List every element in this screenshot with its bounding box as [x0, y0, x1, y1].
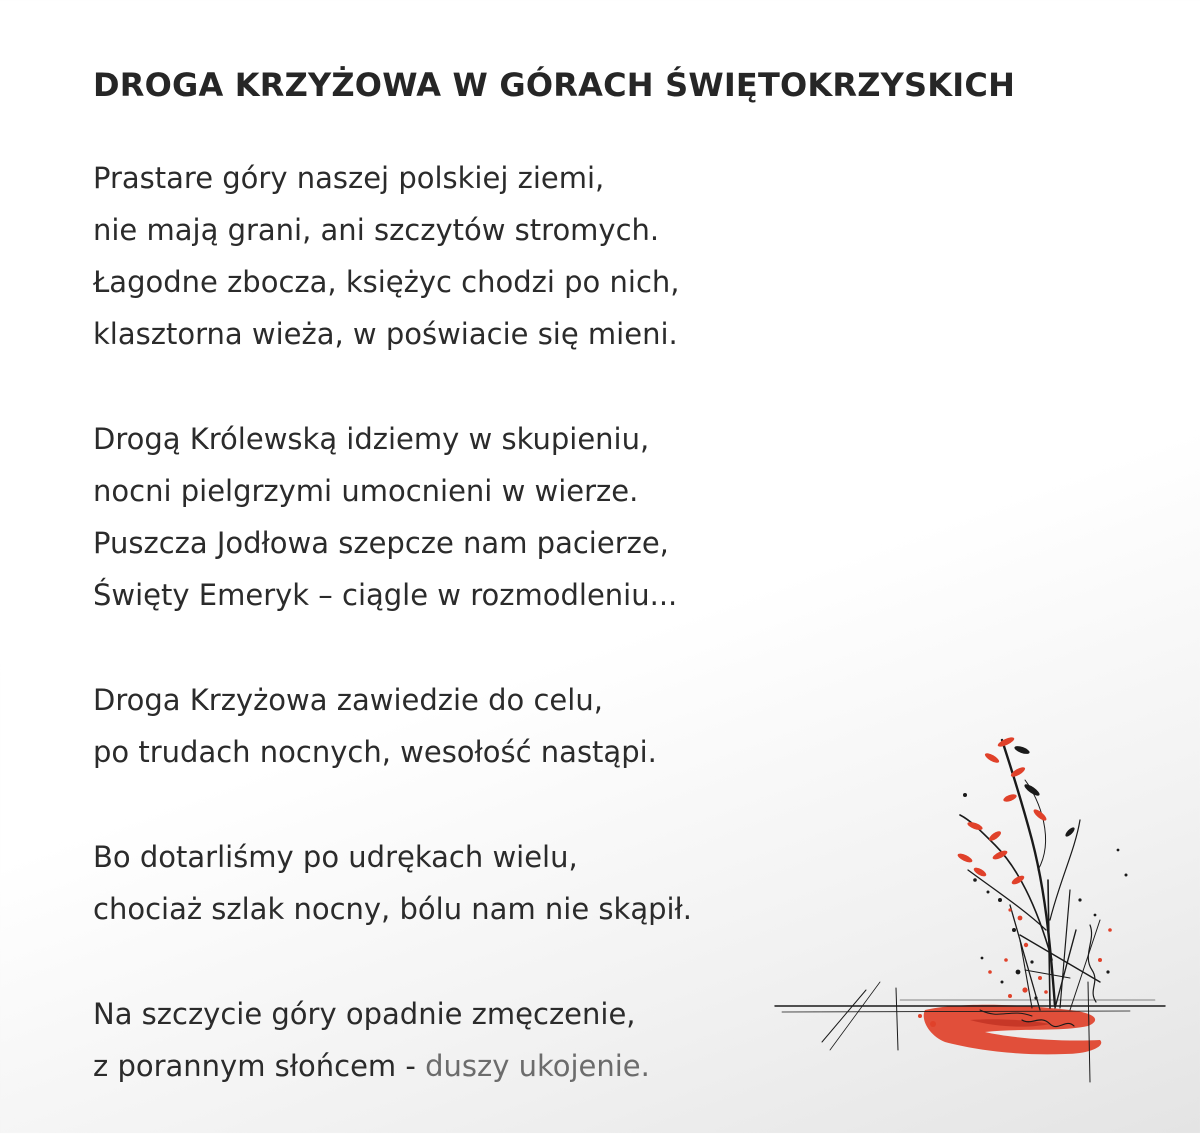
poem-line: Drogą Królewską idziemy w skupieniu, — [93, 422, 650, 456]
poem-title: DROGA KRZYŻOWA W GÓRACH ŚWIĘTOKRZYSKICH — [93, 66, 1016, 104]
poem-line: po trudach nocnych, wesołość nastąpi. — [93, 735, 657, 769]
stanza-5 — [93, 988, 853, 1092]
tree-leaves — [956, 735, 1076, 886]
poem-line: Łagodne zbocza, księżyc chodzi po nich, — [93, 265, 680, 299]
poem-line: Bo dotarliśmy po udrękach wielu, — [93, 840, 578, 874]
stanza-3 — [93, 674, 853, 778]
poem-line-final — [93, 1040, 853, 1092]
poem-line: nocni pielgrzymi umocnieni w wierze. — [93, 474, 639, 508]
stanza-4 — [93, 831, 853, 935]
red-ground-splash — [918, 1005, 1101, 1055]
final-line-end: duszy ukojenie. — [425, 1049, 650, 1083]
poem-line: Święty Emeryk – ciągle w rozmodleniu... — [93, 578, 678, 612]
poem-body — [93, 152, 853, 1145]
poem-line: Na szczycie góry opadnie zmęczenie, — [93, 997, 636, 1031]
scatter-dots — [963, 793, 1128, 1000]
final-line-start: z porannym słońcem - — [93, 1049, 426, 1083]
poem-line: Prastare góry naszej polskiej ziemi, — [93, 161, 605, 195]
poem-line: chociaż szlak nocny, bólu nam nie skąpił. — [93, 892, 693, 926]
stanza-1 — [93, 152, 853, 360]
poem-line: nie mają grani, ani szczytów stromych. — [93, 213, 660, 247]
poem-line: klasztorna wieża, w poświacie się mieni. — [93, 317, 678, 351]
poem-line: Droga Krzyżowa zawiedzie do celu, — [93, 683, 603, 717]
tree-sketch-icon — [770, 720, 1170, 1090]
poem-line: Puszcza Jodłowa szepcze nam pacierze, — [93, 526, 669, 560]
stanza-2 — [93, 413, 853, 621]
